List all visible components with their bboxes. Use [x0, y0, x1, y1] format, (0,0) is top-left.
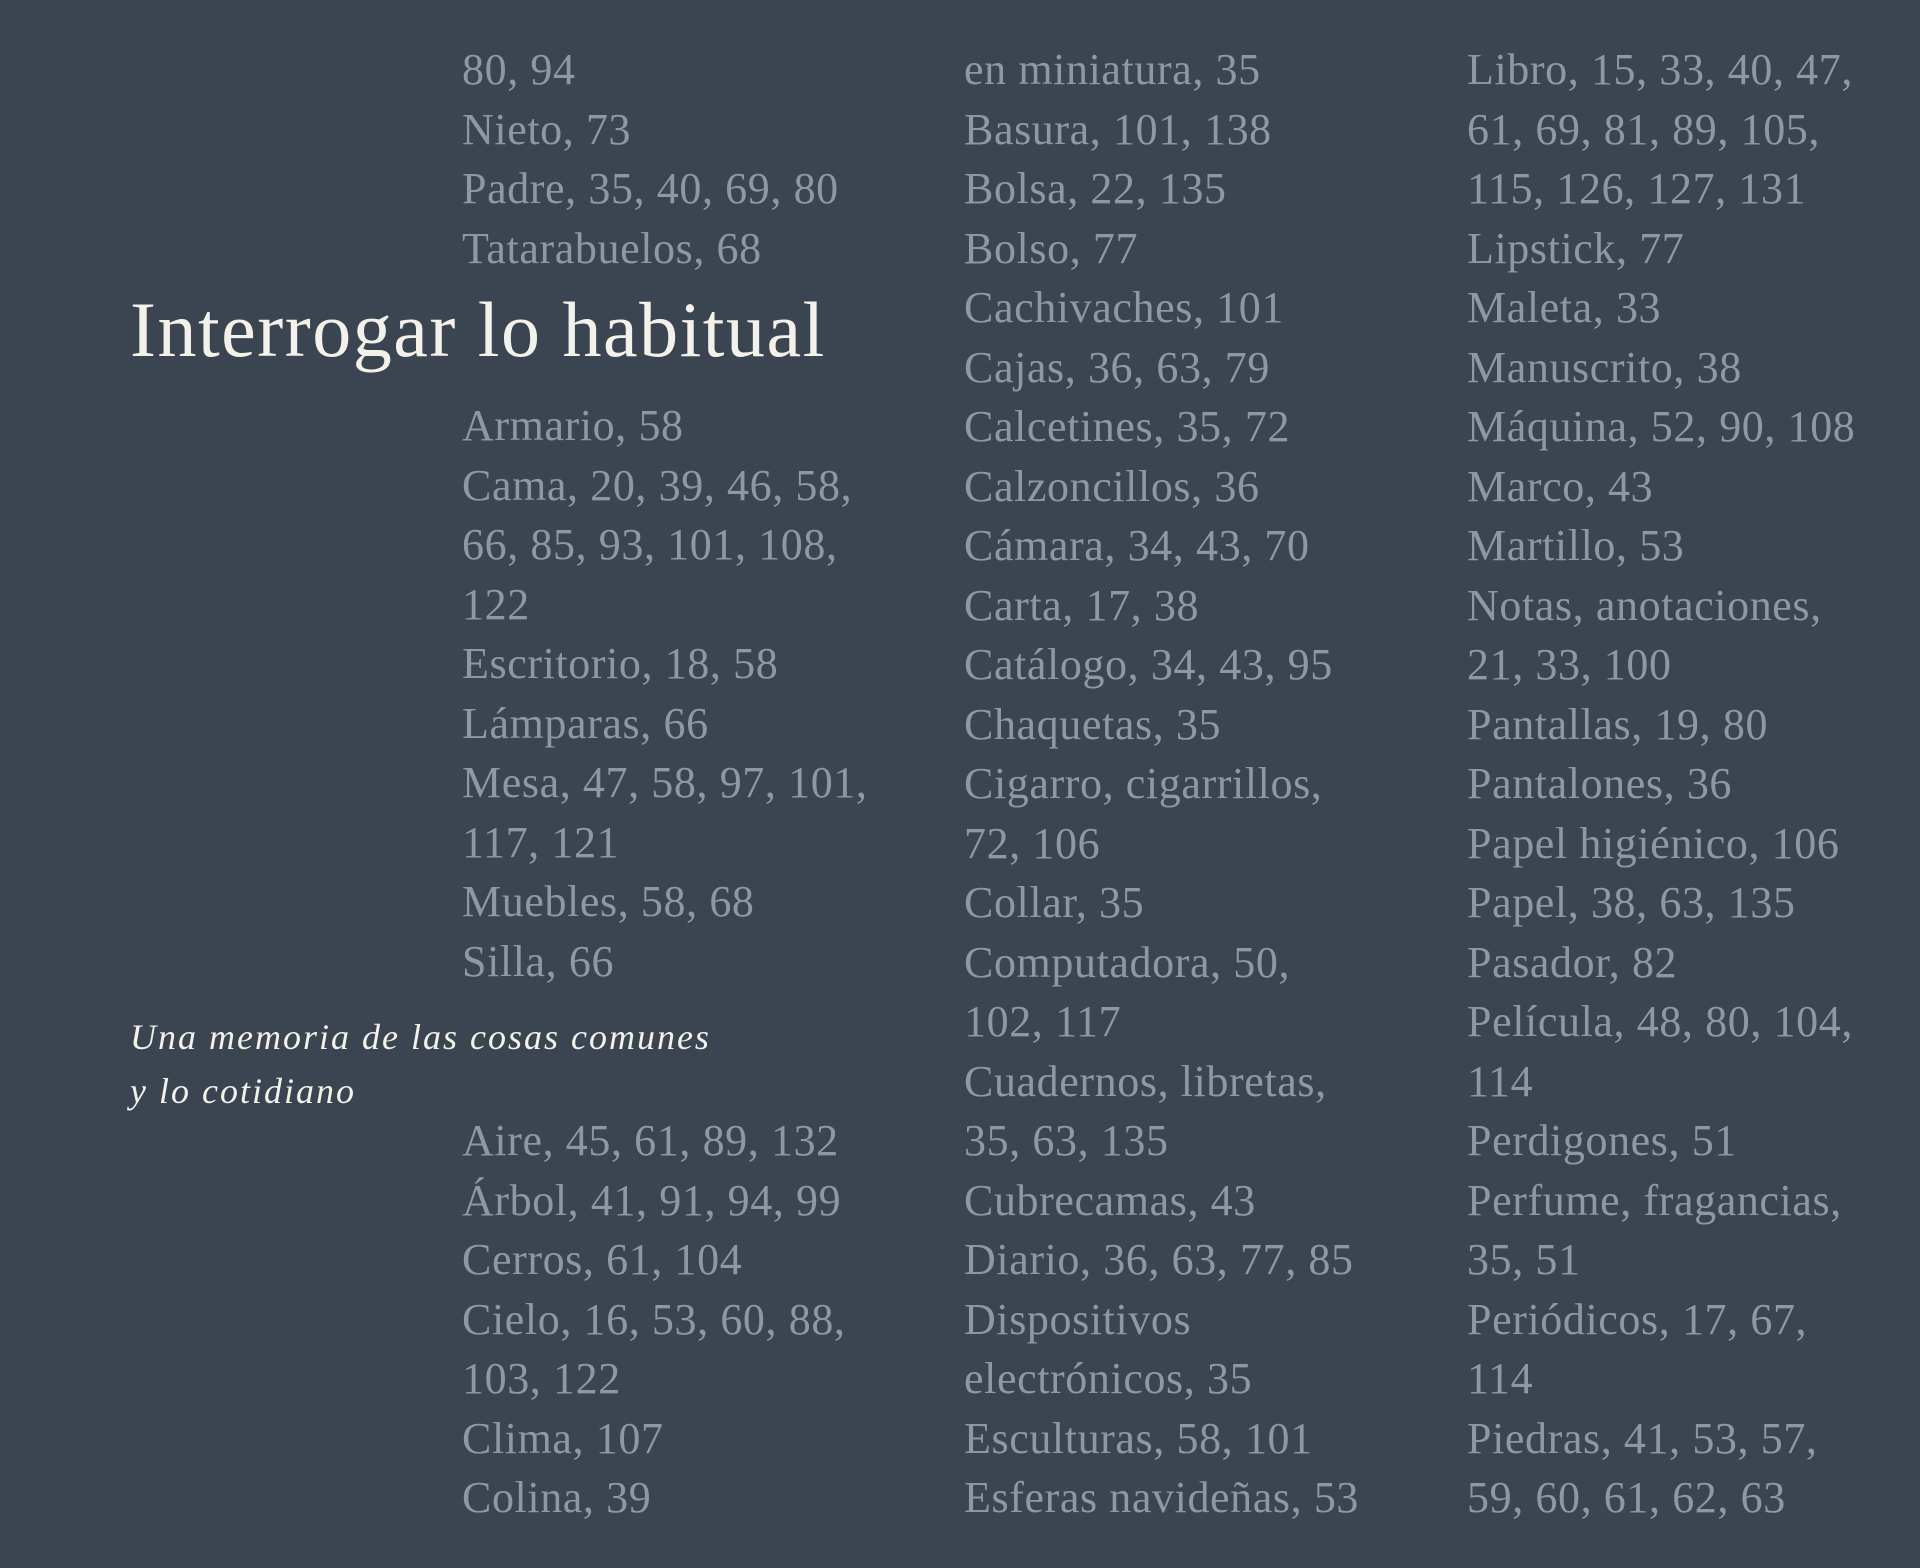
index-entry: Muebles, 58, 68 [462, 877, 755, 926]
index-entry: Cama, 20, 39, 46, 58, [462, 460, 853, 510]
index-column-right [1467, 40, 1855, 1528]
index-entry: Cámara, 34, 43, 70 [964, 521, 1310, 570]
subtitle-line-1: Una memoria de las cosas comunes [130, 1017, 711, 1057]
subtitle-line-2: y lo cotidiano [130, 1071, 356, 1111]
index-entry: Piedras, 41, 53, 57, [1467, 1413, 1818, 1463]
index-entry: 35, 51 [1467, 1235, 1581, 1284]
index-entry: Pasador, 82 [1467, 937, 1678, 987]
index-entry: 114 [1467, 1056, 1534, 1106]
index-entry: 35, 63, 135 [964, 1116, 1169, 1165]
index-entry: Cielo, 16, 53, 60, 88, [462, 1294, 846, 1344]
index-entry: Collar, 35 [964, 878, 1145, 927]
index-entry: 21, 33, 100 [1467, 640, 1672, 689]
index-entry: Periódicos, 17, 67, [1467, 1294, 1808, 1344]
index-entry: Aire, 45, 61, 89, 132 [462, 1116, 839, 1165]
index-entry: Lámparas, 66 [462, 698, 709, 748]
index-entry: 80, 94 [462, 45, 576, 94]
index-entry: Bolsa, 22, 135 [964, 164, 1227, 213]
index-entry: Bolso, 77 [964, 223, 1139, 273]
index-entry: 115, 126, 127, 131 [1467, 164, 1807, 213]
index-entry: Silla, 66 [462, 936, 615, 986]
index-entry: Armario, 58 [462, 401, 684, 450]
index-entry: Diario, 36, 63, 77, 85 [964, 1235, 1354, 1284]
index-entry: Marco, 43 [1467, 461, 1654, 511]
index-column-left-top [462, 40, 839, 278]
index-entry: Película, 48, 80, 104, [1467, 997, 1853, 1046]
index-entry: Esferas navideñas, 53 [964, 1473, 1360, 1522]
index-entry: Nieto, 73 [462, 104, 632, 154]
index-entry: Escritorio, 18, 58 [462, 639, 779, 688]
index-entry: Cerros, 61, 104 [462, 1235, 743, 1284]
index-entry: Pantallas, 19, 80 [1467, 699, 1769, 749]
index-entry: Cubrecamas, 43 [964, 1175, 1256, 1225]
index-entry: Maleta, 33 [1467, 283, 1662, 332]
index-entry: Cuadernos, libretas, [964, 1056, 1327, 1106]
index-entry: Cigarro, cigarrillos, [964, 759, 1323, 808]
index-column-middle [964, 40, 1359, 1528]
index-entry: Martillo, 53 [1467, 521, 1685, 570]
index-column-left-bottom [462, 1111, 846, 1528]
index-entry: Papel, 38, 63, 135 [1467, 878, 1796, 927]
book-subtitle [130, 1010, 711, 1118]
index-entry: Manuscrito, 38 [1467, 342, 1742, 392]
index-entry: 114 [1467, 1354, 1534, 1403]
index-entry: Cachivaches, 101 [964, 283, 1284, 332]
index-entry: Mesa, 47, 58, 97, 101, [462, 758, 868, 807]
index-entry: 122 [462, 579, 530, 629]
index-entry: Chaquetas, 35 [964, 699, 1222, 749]
index-entry: Lipstick, 77 [1467, 223, 1685, 273]
index-entry: Calcetines, 35, 72 [964, 402, 1291, 451]
index-entry: Colina, 39 [462, 1473, 652, 1522]
index-entry: electrónicos, 35 [964, 1354, 1253, 1403]
index-entry: Dispositivos [964, 1294, 1192, 1344]
index-entry: 59, 60, 61, 62, 63 [1467, 1473, 1786, 1522]
index-entry: Papel higiénico, 106 [1467, 818, 1840, 868]
index-entry: Clima, 107 [462, 1413, 664, 1463]
book-title: Interrogar lo habitual [130, 286, 826, 373]
index-entry: 103, 122 [462, 1354, 621, 1403]
index-entry: 61, 69, 81, 89, 105, [1467, 104, 1820, 154]
index-column-left-middle [462, 396, 868, 991]
index-entry: Libro, 15, 33, 40, 47, [1467, 45, 1853, 94]
index-entry: Pantalones, 36 [1467, 759, 1733, 808]
index-entry: Árbol, 41, 91, 94, 99 [462, 1175, 842, 1225]
index-entry: en miniatura, 35 [964, 45, 1261, 94]
index-entry: Calzoncillos, 36 [964, 461, 1260, 511]
index-entry: Cajas, 36, 63, 79 [964, 342, 1270, 392]
index-entry: Padre, 35, 40, 69, 80 [462, 164, 839, 213]
index-entry: Carta, 17, 38 [964, 580, 1200, 630]
index-entry: Perdigones, 51 [1467, 1116, 1737, 1165]
index-entry: 72, 106 [964, 818, 1101, 868]
index-entry: 117, 121 [462, 817, 620, 867]
index-entry: Computadora, 50, [964, 937, 1291, 987]
index-entry: Máquina, 52, 90, 108 [1467, 402, 1856, 451]
index-entry: Esculturas, 58, 101 [964, 1413, 1313, 1463]
index-entry: Catálogo, 34, 43, 95 [964, 640, 1333, 689]
index-entry: Basura, 101, 138 [964, 104, 1272, 154]
index-entry: Tatarabuelos, 68 [462, 223, 762, 273]
index-entry: Notas, anotaciones, [1467, 580, 1822, 630]
index-entry: Perfume, fragancias, [1467, 1175, 1842, 1225]
index-entry: 66, 85, 93, 101, 108, [462, 520, 838, 569]
index-entry: 102, 117 [964, 997, 1122, 1046]
